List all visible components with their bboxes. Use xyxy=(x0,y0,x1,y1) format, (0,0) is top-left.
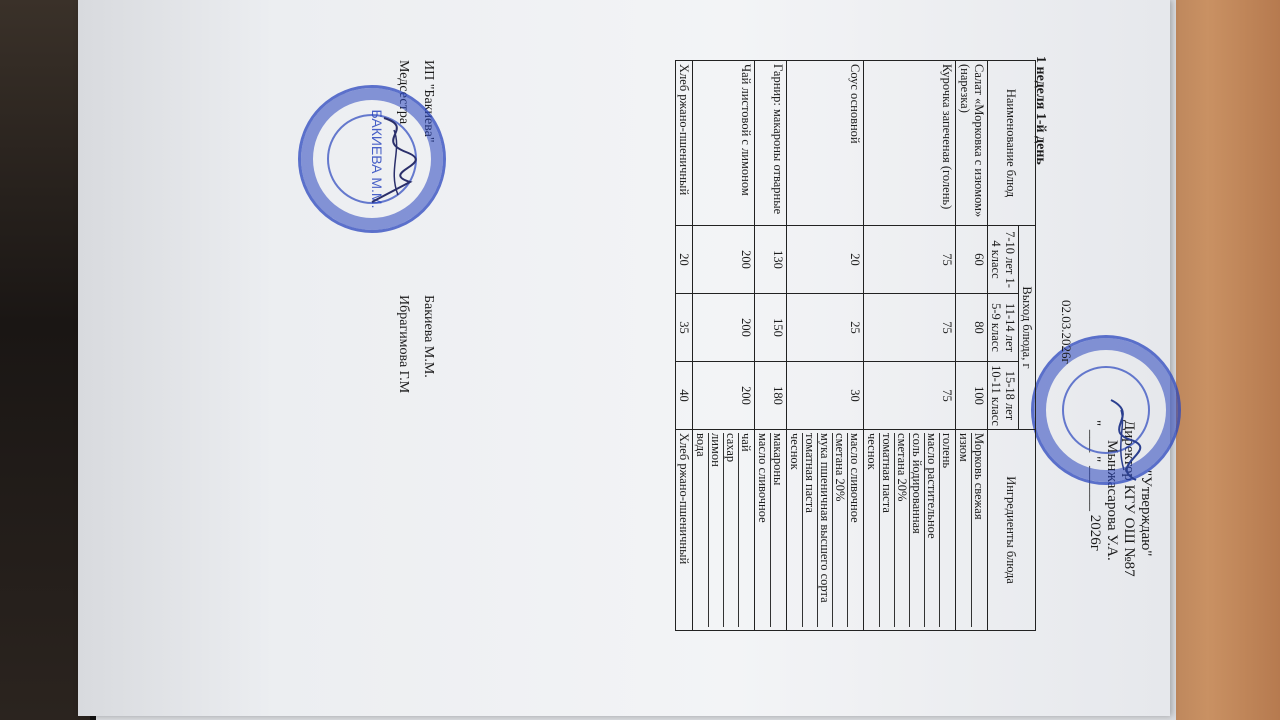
ingredient-item: чай xyxy=(738,433,753,627)
dish-name: Гарнир: макароны отварные xyxy=(755,61,787,226)
portion-age-1: 200 xyxy=(693,226,755,294)
ingredient-item: сахар xyxy=(723,433,738,627)
table-header-row xyxy=(1019,61,1036,631)
header-age-3: 15-18 лет 10-11 класс xyxy=(988,362,1019,430)
ingredient-item: изюм xyxy=(957,433,971,462)
approval-name: Мынжасарова У.А. xyxy=(1104,440,1120,561)
table-row xyxy=(787,61,864,631)
portion-age-1: 20 xyxy=(787,226,864,294)
dish-name: Соус основной xyxy=(787,61,864,226)
ingredient-list xyxy=(676,430,693,631)
header-age-2: 11-14 лет 5-9 класс xyxy=(988,294,1019,362)
dish-name: Салат «Морковка с изюмом» (нарезка) xyxy=(956,61,988,226)
portion-age-2: 80 xyxy=(956,294,988,362)
dish-name: Хлеб ржано-пшеничный xyxy=(676,61,693,226)
nurse-label: Медсестра xyxy=(396,60,411,125)
table-row xyxy=(676,61,693,631)
portion-age-3: 100 xyxy=(956,362,988,430)
rotated-document xyxy=(76,0,1176,720)
table-row xyxy=(693,61,755,631)
week-day-title: 1 неделя 1-й день xyxy=(1033,56,1048,165)
dish-name: Чай листовой с лимоном xyxy=(693,61,755,226)
ip-signature xyxy=(364,110,424,210)
stamp-text: БАКИЕВА М.М. xyxy=(369,109,385,209)
ingredient-item: сметана 20% xyxy=(832,433,847,627)
ingredient-list xyxy=(693,430,755,631)
ingredient-item: масло сливочное xyxy=(847,433,862,627)
wooden-desk xyxy=(1160,0,1280,720)
portion-age-2: 75 xyxy=(864,294,956,362)
ingredient-item: Хлеб ржано-пшеничный xyxy=(677,433,691,565)
approval-title: "Утверждаю" xyxy=(1138,470,1154,557)
portion-age-1: 60 xyxy=(956,226,988,294)
portion-age-3: 180 xyxy=(755,362,787,430)
ingredient-item: голень xyxy=(939,433,954,627)
portion-age-2: 25 xyxy=(787,294,864,362)
org-name: Бакиева М.М. xyxy=(421,295,436,378)
portion-age-3: 75 xyxy=(864,362,956,430)
portion-age-3: 40 xyxy=(676,362,693,430)
portion-age-2: 200 xyxy=(693,294,755,362)
header-age-1: 7-10 лет 1-4 класс xyxy=(988,226,1019,294)
portion-age-3: 200 xyxy=(693,362,755,430)
ingredient-item: Морковь свежая xyxy=(971,433,986,627)
ingredient-item: масло растительное xyxy=(924,433,939,627)
portion-age-2: 35 xyxy=(676,294,693,362)
portion-age-1: 130 xyxy=(755,226,787,294)
ingredient-item: сметана 20% xyxy=(894,433,909,627)
table-row xyxy=(956,61,988,631)
ingredient-item: чеснок xyxy=(865,433,879,470)
table-row xyxy=(755,61,787,631)
director-signature xyxy=(1096,395,1146,485)
ingredient-list xyxy=(787,430,864,631)
ingredient-item: томатная паста xyxy=(879,433,894,627)
ingredient-item: томатная паста xyxy=(802,433,817,627)
ingredient-item: лимон xyxy=(708,433,723,627)
portion-age-2: 150 xyxy=(755,294,787,362)
menu-table xyxy=(675,60,1036,631)
org-label: ИП "Бакиева" xyxy=(421,60,436,143)
ingredient-item: чеснок xyxy=(788,433,802,470)
header-ingredients: Ингредиенты блюда xyxy=(988,430,1036,631)
ingredient-list xyxy=(956,430,988,631)
ingredient-item: вода xyxy=(694,433,708,457)
ingredient-list xyxy=(755,430,787,631)
approval-date-line: " ___ " ______ 2026г xyxy=(1087,420,1103,551)
ingredient-item: масло сливочное xyxy=(756,433,770,523)
ingredient-list xyxy=(864,430,956,631)
approval-position: Директор КГУ ОШ №87 xyxy=(1121,420,1137,577)
ingredient-item: макароны xyxy=(770,433,785,627)
portion-age-3: 30 xyxy=(787,362,864,430)
nurse-name: Ибрагимова Г.М xyxy=(396,295,411,394)
portion-age-1: 75 xyxy=(864,226,956,294)
portion-age-1: 20 xyxy=(676,226,693,294)
ingredient-item: мука пшеничная высшего сорта xyxy=(817,433,832,627)
ingredient-item: соль йодированная xyxy=(909,433,924,627)
header-output: Выход блюда, г xyxy=(1019,226,1036,430)
document-date: 02.03.2026г xyxy=(1059,300,1074,364)
header-dish: Наименование блюд xyxy=(988,61,1036,226)
table-row xyxy=(864,61,956,631)
dish-name: Курочка запеченая (голень) xyxy=(864,61,956,226)
